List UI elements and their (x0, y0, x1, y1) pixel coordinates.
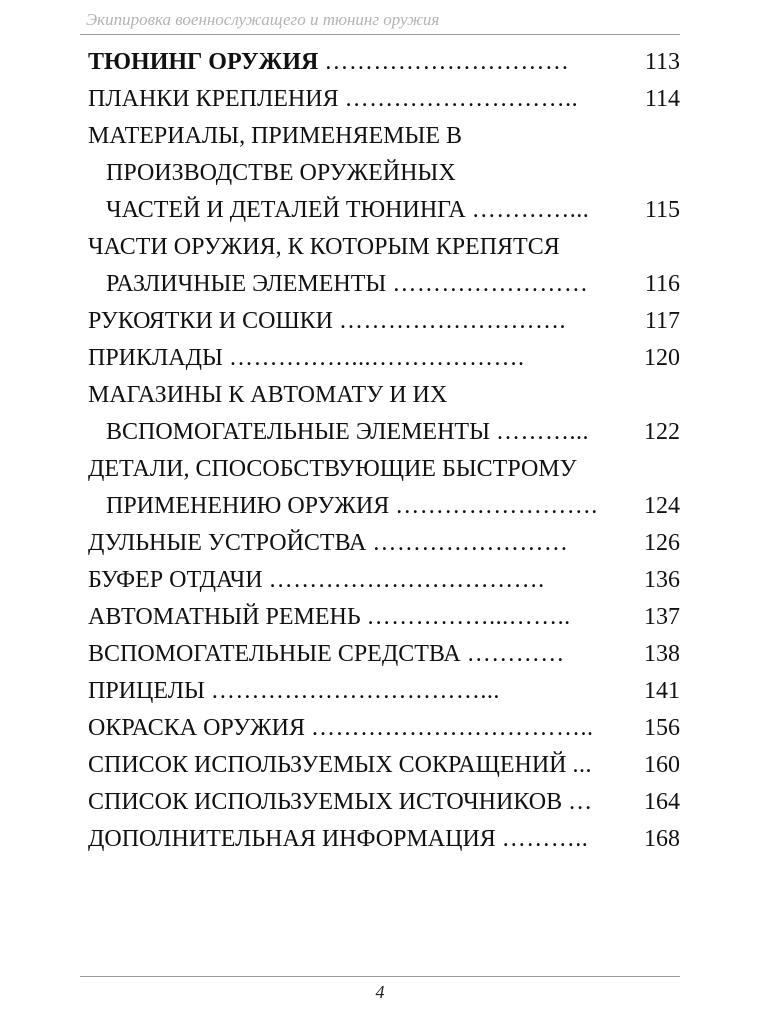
toc-entry-title: ЧАСТИ ОРУЖИЯ, К КОТОРЫМ КРЕПЯТСЯ (88, 234, 560, 260)
toc-leader: ………… (466, 641, 565, 667)
toc-entry (88, 81, 680, 118)
toc-leader: ……….. (501, 826, 589, 852)
toc-page-number: 126 (644, 530, 680, 556)
toc-entry (88, 340, 680, 377)
toc-leader: …………………… (372, 530, 569, 556)
running-header: Экипировка военнослужащего и тюнинг оружия (86, 10, 440, 29)
toc-page-number: 117 (644, 308, 680, 334)
toc-entry-title-continued: ВСПОМОГАТЕЛЬНЫЕ ЭЛЕМЕНТЫ (106, 419, 491, 445)
footer-rule (80, 976, 680, 977)
toc-leader: ………………………. (339, 308, 566, 334)
toc-entry (88, 44, 680, 81)
toc-page-number: 115 (644, 197, 680, 223)
toc-page-number: 138 (644, 641, 680, 667)
toc-page-number: 120 (644, 345, 680, 371)
toc-entry-line (88, 118, 680, 155)
toc-entry (88, 821, 680, 858)
toc-entry-title: МАТЕРИАЛЫ, ПРИМЕНЯЕМЫЕ В (88, 123, 463, 149)
toc-entry-title: СПИСОК ИСПОЛЬЗУЕМЫХ СОКРАЩЕНИЙ (88, 752, 567, 778)
toc-page-number: 168 (644, 826, 680, 852)
toc-page-number: 114 (644, 86, 680, 112)
toc-entry (88, 747, 680, 784)
toc-entry (88, 525, 680, 562)
toc-leader: … (568, 789, 593, 815)
toc-entry (88, 599, 680, 636)
toc-entry-title-continued: ЧАСТЕЙ И ДЕТАЛЕЙ ТЮНИНГА (106, 197, 466, 223)
toc-entry-title-continued: РАЗЛИЧНЫЕ ЭЛЕМЕНТЫ (106, 271, 387, 297)
toc-leader: ……………………………... (210, 678, 500, 704)
toc-page-number: 156 (644, 715, 680, 741)
toc-leader: …………... (471, 197, 590, 223)
toc-entry-title-continued: ПРОИЗВОДСТВЕ ОРУЖЕЙНЫХ (106, 160, 456, 186)
toc-leader: ... (572, 752, 592, 778)
toc-entry (88, 488, 680, 525)
toc-entry-line (88, 155, 680, 192)
toc-leader: …………………………….. (311, 715, 594, 741)
toc-entry-line (88, 451, 680, 488)
toc-entry-title: ПЛАНКИ КРЕПЛЕНИЯ (88, 86, 339, 112)
page-number: 4 (375, 982, 385, 1002)
toc-leader: ………………………… (324, 49, 570, 75)
toc-entry-title: ТЮНИНГ ОРУЖИЯ (88, 49, 319, 75)
toc-entry-title: ВСПОМОГАТЕЛЬНЫЕ СРЕДСТВА (88, 641, 461, 667)
toc-entry-title: ДУЛЬНЫЕ УСТРОЙСТВА (88, 530, 367, 556)
toc-page-number: 113 (644, 49, 680, 75)
toc-page-number: 137 (644, 604, 680, 630)
toc-entry-line (88, 229, 680, 266)
toc-entry-title: ДОПОЛНИТЕЛЬНАЯ ИНФОРМАЦИЯ (88, 826, 496, 852)
toc-leader: ……………...…….. (366, 604, 571, 630)
toc-entry (88, 784, 680, 821)
toc-leader: ……………………….. (344, 86, 579, 112)
toc-leader: …………………… (392, 271, 589, 297)
toc-entry-title: СПИСОК ИСПОЛЬЗУЕМЫХ ИСТОЧНИКОВ (88, 789, 563, 815)
toc-page-number: 160 (644, 752, 680, 778)
toc-leader: ……………...………………. (228, 345, 525, 371)
toc-entry-line (88, 377, 680, 414)
toc-page-number: 136 (644, 567, 680, 593)
toc-page-number: 116 (644, 271, 680, 297)
toc-page-number: 164 (644, 789, 680, 815)
toc-entry (88, 192, 680, 229)
toc-entry (88, 710, 680, 747)
toc-entry (88, 266, 680, 303)
toc-entry-title-continued: ПРИМЕНЕНИЮ ОРУЖИЯ (106, 493, 390, 519)
table-of-contents (88, 44, 680, 858)
toc-leader: ……………………. (395, 493, 598, 519)
toc-page-number: 122 (644, 419, 680, 445)
toc-entry-title: ДЕТАЛИ, СПОСОБСТВУЮЩИЕ БЫСТРОМУ (88, 456, 577, 482)
toc-entry (88, 673, 680, 710)
toc-entry-title: АВТОМАТНЫЙ РЕМЕНЬ (88, 604, 361, 630)
header-rule (80, 34, 680, 35)
toc-entry-title: ПРИКЛАДЫ (88, 345, 223, 371)
toc-entry-title: ОКРАСКА ОРУЖИЯ (88, 715, 306, 741)
toc-entry (88, 303, 680, 340)
toc-entry (88, 414, 680, 451)
toc-entry-title: ПРИЦЕЛЫ (88, 678, 205, 704)
toc-entry-title: БУФЕР ОТДАЧИ (88, 567, 263, 593)
toc-leader: ………... (496, 419, 590, 445)
toc-entry (88, 562, 680, 599)
toc-page-number: 141 (644, 678, 680, 704)
toc-entry-title: МАГАЗИНЫ К АВТОМАТУ И ИХ (88, 382, 448, 408)
toc-entry (88, 636, 680, 673)
toc-leader: ……………………………. (268, 567, 545, 593)
toc-entry-title: РУКОЯТКИ И СОШКИ (88, 308, 333, 334)
toc-page-number: 124 (644, 493, 680, 519)
